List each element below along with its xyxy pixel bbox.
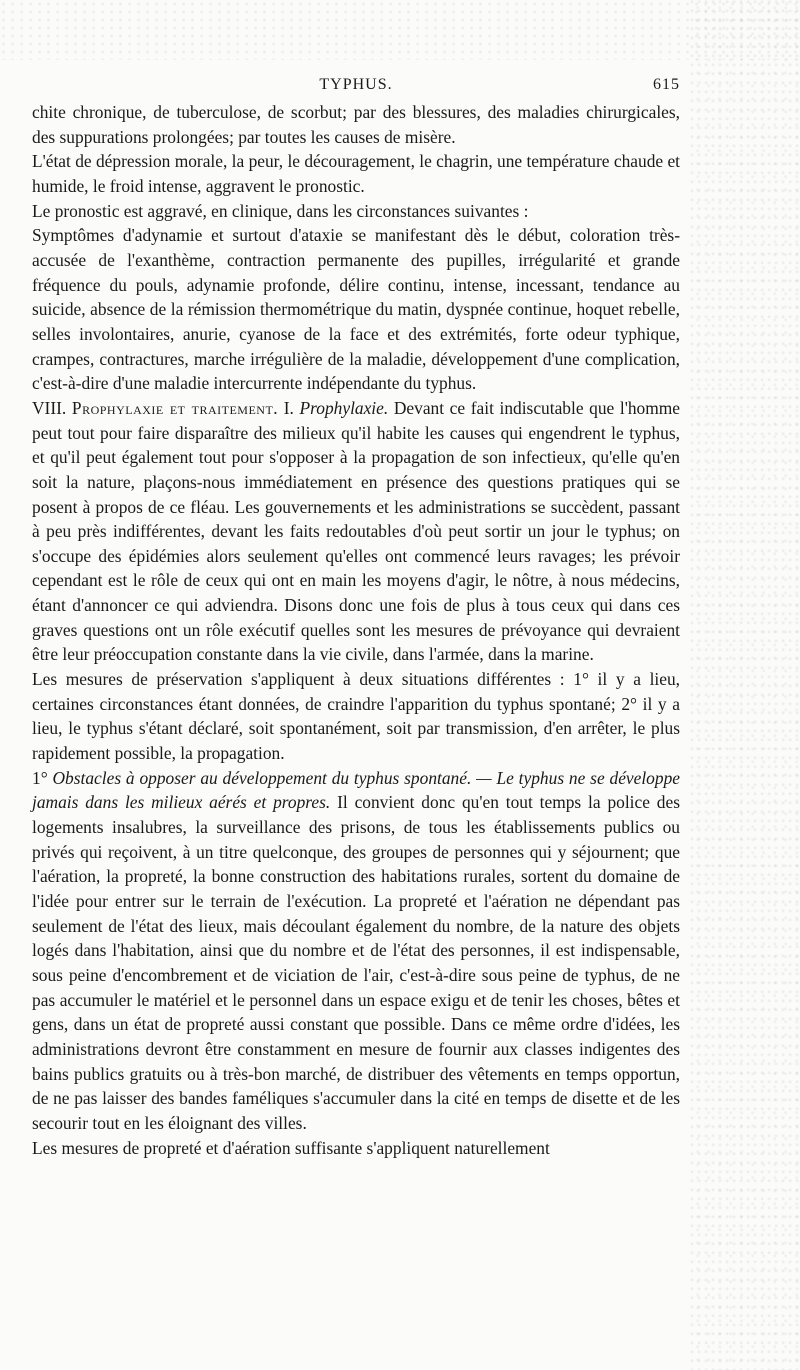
body-text bbox=[32, 100, 680, 1160]
paragraph-2: L'état de dépression morale, la peur, le découragement, le chagrin, une température chaude et humide, le froid intense, aggravent le pronostic. bbox=[32, 151, 681, 196]
running-title: TYPHUS. bbox=[319, 76, 393, 93]
paragraph-6: Les mesures de préservation s'appliquent à deux situations différentes : 1° il y a lieu, certaines circonstances étant données, de craindre l'apparition du typhus spontané; 2° il y a lieu, le typhus s'étant déclaré, soit spontanément, soit par transmission, d'en arrêter, le plus rapidement possible, la propagation. bbox=[32, 669, 680, 764]
paragraph-5-text: Devant ce fait indiscutable que l'homme peut tout pour faire disparaître des milieux qu'il habite les causes qui engendrent le typhus, et qu'il peut également tout pour s'opposer à la propagation de son infectieux, qu'elle qu'en soit la nature, plaçons-nous immédiatement en présence des questions pratiques qui se posent à propos de ce fléau. Les gouvernements et les administrations se succèdent, passant à peu près indifférentes, devant les faits redoutables d'où peut sortir un jour le typhus; on s'occupe des épidémies alors seulement qu'elles ont commencé leurs ravages; les prévoir cependant est le rôle de ceux qui ont en main les moyens d'agir, le nôtre, à nous médecins, étant d'annoncer ce qui adviendra. Disons donc une fois de plus à tous ceux qui dans ces graves questions ont un rôle exécutif quelles sont les mesures de prévoyance qui devraient être leur préoccupation constante dans la vie civile, dans l'armée, dans la marine. bbox=[32, 397, 680, 665]
page-header bbox=[32, 72, 680, 100]
paragraph-1: chite chronique, de tuberculose, de scorbut; par des blessures, des maladies chirurgicales, des suppurations prolongées; par toutes les causes de misère. bbox=[32, 102, 680, 147]
book-page bbox=[32, 72, 680, 1160]
subsection-1-heading: Obstacles à opposer au développement du typhus spontané. — Le typhus ne se développe jamais dans les milieux aérés et propres. bbox=[32, 767, 680, 813]
subsection-number: I. bbox=[283, 397, 294, 418]
paragraph-8: Les mesures de propreté et d'aération suffisante s'appliquent naturellement bbox=[32, 1137, 550, 1158]
paragraph-3: Le pronostic est aggravé, en clinique, dans les circonstances suivantes : bbox=[32, 200, 529, 221]
paragraph-4: Symptômes d'adynamie et surtout d'ataxie se manifestant dès le début, coloration très-accusée de l'exanthème, contraction permanente des pupilles, irrégularité et grande fréquence du pouls, adynamie profonde, délire continu, intense, incessant, tendance au suicide, absence de la rémission thermométrique du matin, dyspnée continue, hoquet rebelle, selles involontaires, anurie, cyanose de la face et des extrémités, forte odeur typhique, crampes, contractures, marche irrégulière de la maladie, développement d'une complication, c'est-à-dire d'une maladie intercurrente indépendante du typhus. bbox=[32, 225, 680, 394]
paragraph-5 bbox=[32, 396, 680, 667]
section-heading: Prophylaxie et traitement. bbox=[71, 397, 279, 418]
section-number: VIII. bbox=[32, 397, 67, 418]
page-number: 615 bbox=[653, 76, 680, 93]
subsection-1-number: 1° bbox=[32, 767, 48, 788]
scan-noise-top bbox=[0, 0, 800, 60]
scan-noise-margin bbox=[690, 0, 800, 1370]
subsection-heading: Prophylaxie. bbox=[299, 397, 389, 418]
paragraph-7-text: Il convient donc qu'en tout temps la police des logements insalubres, la surveillance des prisons, de tous les établissements publics ou privés qui reçoivent, à un titre quelconque, des groupes de personnes qui y séjournent; que l'aération, la propreté, la bonne construction des habitations rurales, sortent du domaine de l'idée pour entrer sur le terrain de l'exécution. La propreté et l'aération ne dépendant pas seulement de l'état des lieux, mais découlant également du nombre, de la nature des objets logés dans l'habitation, ainsi que du nombre et de l'état des personnes, il est indispensable, sous peine d'encombrement et de viciation de l'air, c'est-à-dire sous peine de typhus, de ne pas accumuler le matériel et le personnel dans un espace exigu et de tenir les choses, bêtes et gens, dans un état de propreté aussi constant que possible. Dans ce même ordre d'idées, les administrations devront être constamment en mesure de fournir aux classes indigentes des bains publics gratuits ou à très-bon marché, de distribuer des vêtements en temps opportun, de ne pas laisser des bandes faméliques s'accumuler dans la cité en temps de disette et de les secourir tout en les éloignant des villes. bbox=[32, 792, 680, 1133]
paragraph-7 bbox=[32, 766, 680, 1136]
